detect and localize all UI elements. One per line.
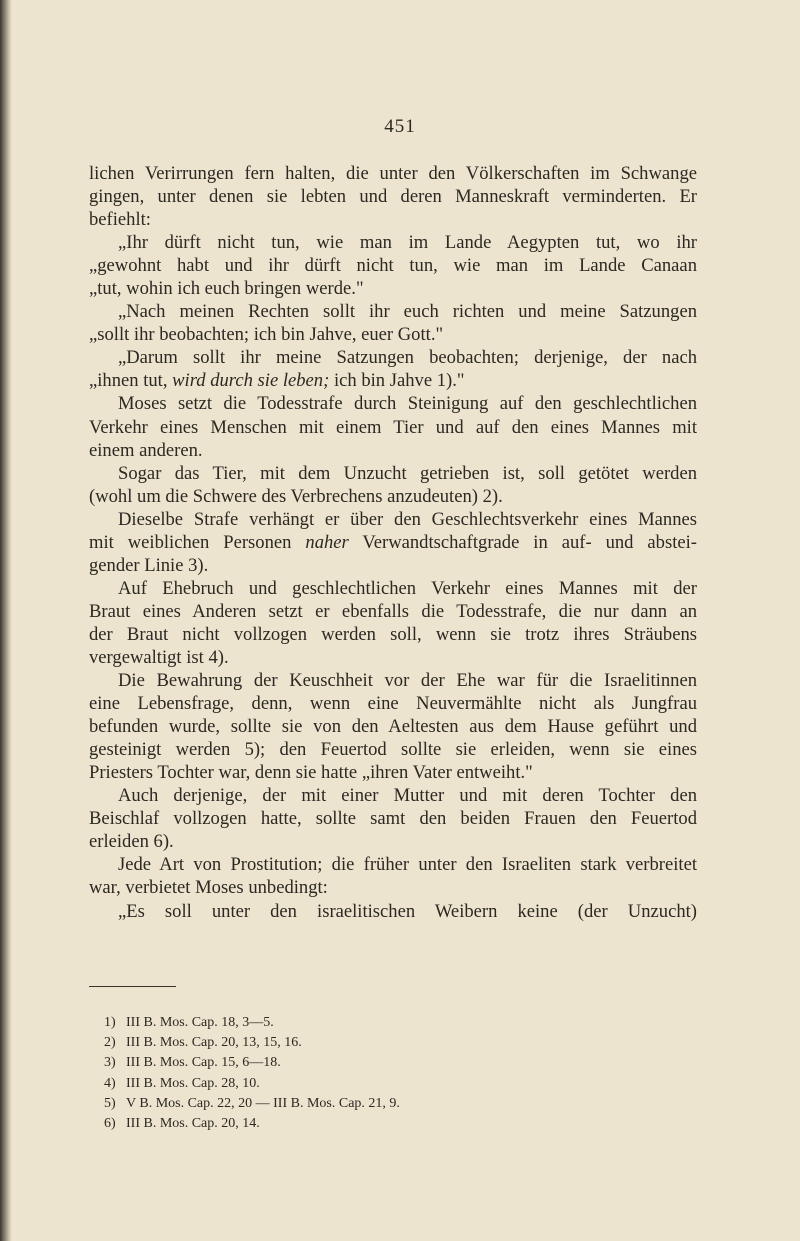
line-segment: mit weiblichen Personen xyxy=(89,531,306,553)
text-line: erleiden 6). xyxy=(89,831,174,853)
footnote xyxy=(104,1114,400,1134)
text-line: „sollt ihr beobachten; ich bin Jahve, euer Gott." xyxy=(89,324,444,346)
text-line: Auch derjenige, der mit einer Mutter und mit deren Tochter den xyxy=(118,785,697,807)
text-line: Beischlaf vollzogen hatte, sollte samt den beiden Frauen den Feuertod xyxy=(89,808,697,830)
footnote-divider xyxy=(89,986,176,987)
footnote xyxy=(104,1074,400,1094)
text-line: lichen Verirrungen fern halten, die unter den Völkerschaften im Schwange xyxy=(89,163,697,184)
text-line: „gewohnt habt und ihr dürft nicht tun, wie man im Lande Canaan xyxy=(89,255,697,277)
text-line: „Nach meinen Rechten sollt ihr euch richten und meine Satzungen xyxy=(118,301,697,323)
footnote-text: III B. Mos. Cap. 20, 14. xyxy=(126,1116,260,1132)
text-line: befunden wurde, sollte sie von den Aeltesten aus dem Hause geführt und xyxy=(89,716,697,738)
text-line: befiehlt: xyxy=(89,209,151,231)
text-line-with-italic xyxy=(89,531,697,554)
text-line: „tut, wohin ich euch bringen werde." xyxy=(89,278,364,300)
text-line: Sogar das Tier, mit dem Unzucht getrieben ist, soll getötet werden xyxy=(118,462,697,484)
text-line: Jede Art von Prostitution; die früher unter den Israeliten stark verbreitet xyxy=(118,854,697,876)
body-text xyxy=(89,162,697,923)
text-line: der Braut nicht vollzogen werden soll, wenn sie trotz ihres Sträubens xyxy=(89,623,697,645)
text-line: Dieselbe Strafe verhängt er über den Geschlechtsverkehr eines Mannes xyxy=(118,508,697,530)
line-segment: ich bin Jahve 1)." xyxy=(329,370,465,392)
text-line: „Es soll unter den israelitischen Weibern keine (der Unzucht) xyxy=(118,900,697,922)
text-line-with-italic xyxy=(89,369,697,392)
footnote-text: III B. Mos. Cap. 15, 6—18. xyxy=(126,1055,281,1071)
footnote xyxy=(104,1094,400,1114)
text-line: Priesters Tochter war, denn sie hatte „ihren Vater entweiht." xyxy=(89,762,533,784)
line-segment: Verwandtschaftgrade in auf- und abstei- xyxy=(348,531,697,553)
footnote-text: III B. Mos. Cap. 28, 10. xyxy=(126,1075,260,1091)
footnote xyxy=(104,1053,400,1073)
text-line: Braut eines Anderen setzt er ebenfalls die Todesstrafe, die nur dann an xyxy=(89,600,697,622)
text-line: Verkehr eines Menschen mit einem Tier und auf den eines Mannes mit xyxy=(89,416,697,438)
italic-emphasis: wird durch sie leben; xyxy=(172,370,330,392)
footnote-text: V B. Mos. Cap. 22, 20 — III B. Mos. Cap. 21, 9. xyxy=(126,1095,400,1111)
footnote-text: III B. Mos. Cap. 20, 13, 15, 16. xyxy=(126,1035,302,1051)
text-line: gesteinigt werden 5); den Feuertod sollte sie erleiden, wenn sie eines xyxy=(89,739,697,761)
text-line: „Ihr dürft nicht tun, wie man im Lande Aegypten tut, wo ihr xyxy=(118,232,697,254)
footnotes xyxy=(104,1013,400,1134)
text-line: gender Linie 3). xyxy=(89,554,209,576)
text-line: einem anderen. xyxy=(89,439,203,461)
footnote-number: 6) xyxy=(104,1116,116,1132)
book-spine-edge xyxy=(0,0,12,1241)
text-line: Auf Ehebruch und geschlechtlichen Verkehr eines Mannes mit der xyxy=(118,577,697,599)
text-line: „Darum sollt ihr meine Satzungen beobachten; derjenige, der nach xyxy=(118,347,697,369)
footnote-number: 4) xyxy=(104,1075,116,1091)
page-number: 451 xyxy=(384,116,416,137)
footnote-number: 5) xyxy=(104,1095,116,1111)
footnote-number: 2) xyxy=(104,1035,116,1051)
line-segment: „ihnen tut, xyxy=(89,370,173,392)
footnote xyxy=(104,1013,400,1033)
text-line: Die Bewahrung der Keuschheit vor der Ehe war für die Israelitinnen xyxy=(118,670,697,692)
text-line: Moses setzt die Todesstrafe durch Steinigung auf den geschlechtlichen xyxy=(118,393,697,415)
footnote xyxy=(104,1033,400,1053)
footnote-number: 3) xyxy=(104,1055,116,1071)
text-line: (wohl um die Schwere des Verbrechens anzudeuten) 2). xyxy=(89,485,503,507)
footnote-number: 1) xyxy=(104,1015,116,1030)
italic-emphasis: naher xyxy=(305,531,349,553)
text-line: war, verbietet Moses unbedingt: xyxy=(89,877,328,899)
text-line: vergewaltigt ist 4). xyxy=(89,646,229,668)
text-line: eine Lebensfrage, denn, wenn eine Neuvermählte nicht als Jungfrau xyxy=(89,693,697,715)
footnote-text: III B. Mos. Cap. 18, 3—5. xyxy=(126,1015,274,1030)
text-line: gingen, unter denen sie lebten und deren Manneskraft verminderten. Er xyxy=(89,186,697,208)
